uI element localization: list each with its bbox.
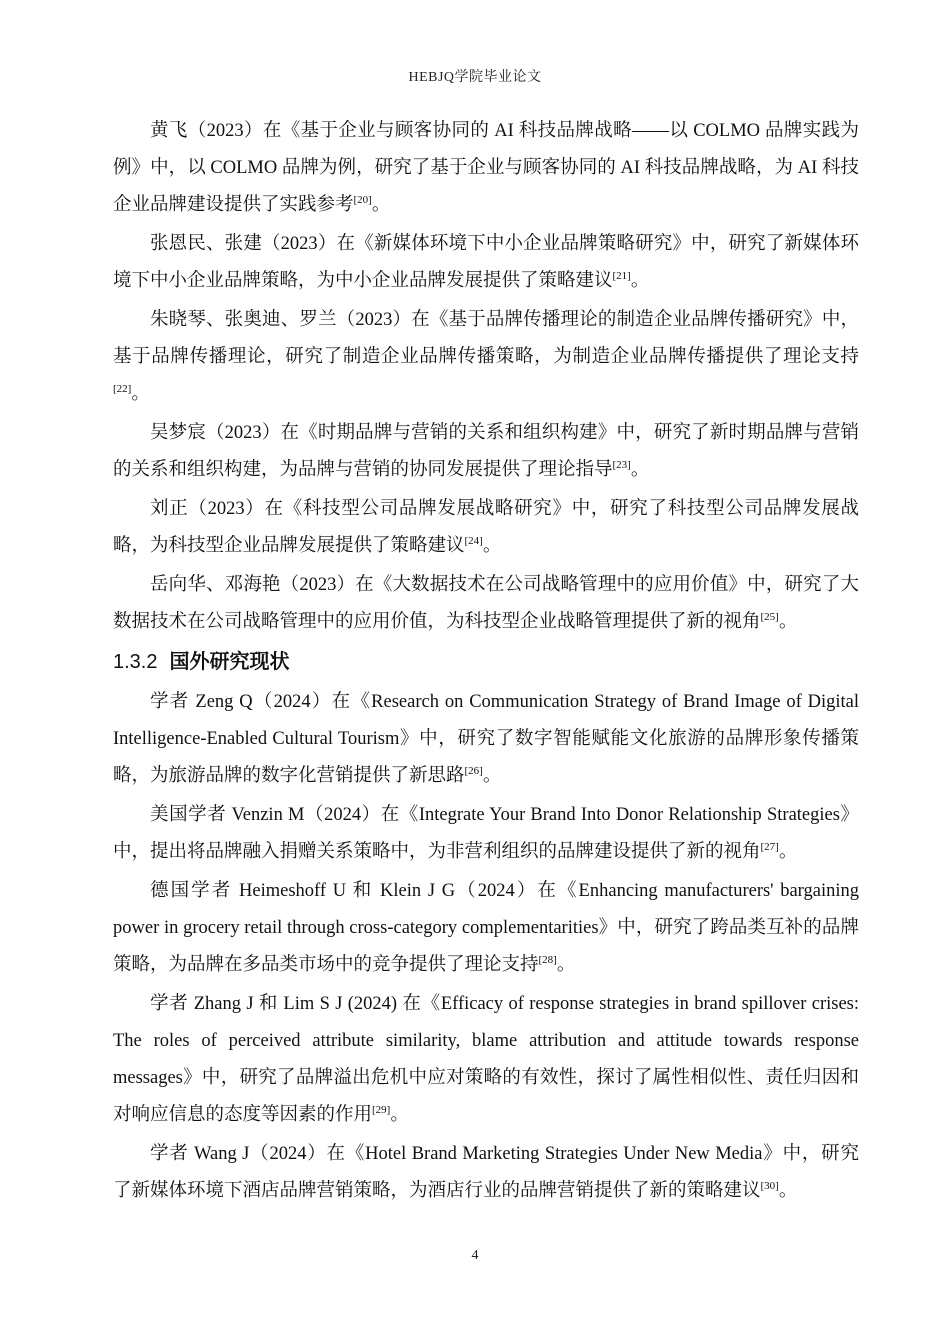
section-title: 国外研究现状 (169, 649, 290, 673)
citation-ref: [27] (760, 840, 779, 853)
paragraph (113, 302, 859, 413)
citation-ref: [25] (760, 610, 779, 623)
citation-ref: [30] (760, 1179, 779, 1192)
paragraph-text: 吴梦宸（2023）在《时期品牌与营销的关系和组织构建》中，研究了新时期品牌与营销的关系和组织构建，为品牌与营销的协同发展提供了理论指导 (113, 423, 859, 480)
paragraph-text: 黄飞（2023）在《基于企业与顾客协同的 AI 科技品牌战略——以 COLMO 品牌实践为例》中，以 COLMO 品牌为例，研究了基于企业与顾客协同的 AI 科技品牌战略，为 AI 科技企业品牌建设提供了实践参考 (113, 121, 859, 215)
paragraph-end: 。 (778, 842, 798, 862)
citation-ref: [23] (612, 458, 631, 471)
paragraph-end: 。 (778, 612, 798, 632)
paragraph-end: 。 (556, 955, 576, 975)
paragraph-end: 。 (630, 460, 650, 480)
paragraph (113, 986, 859, 1134)
paragraph-text: 美国学者 Venzin M（2024）在《Integrate Your Brand Into Donor Relationship Strategies》中，提出将品牌融入捐赠关系策略中，为非营利组织的品牌建设提供了新的视角 (113, 805, 859, 862)
paragraph (113, 491, 859, 565)
paragraph-end: 。 (371, 195, 391, 215)
paragraph (113, 567, 859, 641)
citation-ref: [22] (113, 382, 132, 395)
citation-ref: [26] (464, 764, 483, 777)
paragraph-text: 德国学者 Heimeshoff U 和 Klein J G（2024）在《Enhancing manufacturers' bargaining power in grocery retail through cross-category complementarities》中，研究了跨品类互补的品牌策略，为品牌在多品类市场中的竞争提供了理论支持 (113, 881, 859, 975)
paragraph (113, 226, 859, 300)
citation-ref: [21] (612, 269, 631, 282)
paragraph (113, 415, 859, 489)
paragraph-text: 岳向华、邓海艳（2023）在《大数据技术在公司战略管理中的应用价值》中，研究了大数据技术在公司战略管理中的应用价值，为科技型企业战略管理提供了新的视角 (113, 575, 859, 632)
page-body (113, 113, 859, 1212)
paragraph (113, 1136, 859, 1210)
paragraph-end: 。 (482, 766, 502, 786)
section-number: 1.3.2 (113, 651, 158, 673)
paragraph-text: 学者 Zhang J 和 Lim S J (2024) 在《Efficacy of response strategies in brand spillover crises: The roles of perceived attribute similarity, blame attribution and attitude towards response messages》中，研究了品牌溢出危机中应对策略的有效性，探讨了属性相似性、责任归因和对响应信息的态度等因素的作用 (113, 994, 859, 1125)
paragraph-end: 。 (390, 1105, 409, 1125)
paragraph-end: 。 (630, 271, 650, 291)
paragraph (113, 873, 859, 984)
page-number: 4 (471, 1248, 479, 1263)
paragraph (113, 113, 859, 224)
page-header: HEBJQ学院毕业论文 (408, 70, 542, 85)
paragraph-text: 刘正（2023）在《科技型公司品牌发展战略研究》中，研究了科技型公司品牌发展战略，为科技型企业品牌发展提供了策略建议 (113, 499, 859, 556)
paragraph (113, 684, 859, 795)
section-heading (113, 643, 859, 680)
citation-ref: [29] (372, 1103, 391, 1116)
paragraph-text: 张恩民、张建（2023）在《新媒体环境下中小企业品牌策略研究》中，研究了新媒体环境下中小企业品牌策略，为中小企业品牌发展提供了策略建议 (113, 234, 859, 291)
paragraph (113, 797, 859, 871)
paragraph-end: 。 (131, 384, 150, 404)
citation-ref: [28] (538, 953, 557, 966)
paragraph-end: 。 (482, 536, 502, 556)
paragraph-text: 学者 Zeng Q（2024）在《Research on Communication Strategy of Brand Image of Digital Intelligence-Enabled Cultural Tourism》中，研究了数字智能赋能文化旅游的品牌形象传播策略，为旅游品牌的数字化营销提供了新思路 (113, 692, 859, 786)
paragraph-end: 。 (778, 1181, 798, 1201)
paragraph-text: 学者 Wang J（2024）在《Hotel Brand Marketing Strategies Under New Media》中，研究了新媒体环境下酒店品牌营销策略，为酒店行业的品牌营销提供了新的策略建议 (113, 1144, 859, 1201)
citation-ref: [24] (464, 534, 483, 547)
citation-ref: [20] (353, 193, 372, 206)
paragraph-text: 朱晓琴、张奥迪、罗兰（2023）在《基于品牌传播理论的制造企业品牌传播研究》中，基于品牌传播理论，研究了制造企业品牌传播策略，为制造企业品牌传播提供了理论支持 (113, 310, 859, 367)
